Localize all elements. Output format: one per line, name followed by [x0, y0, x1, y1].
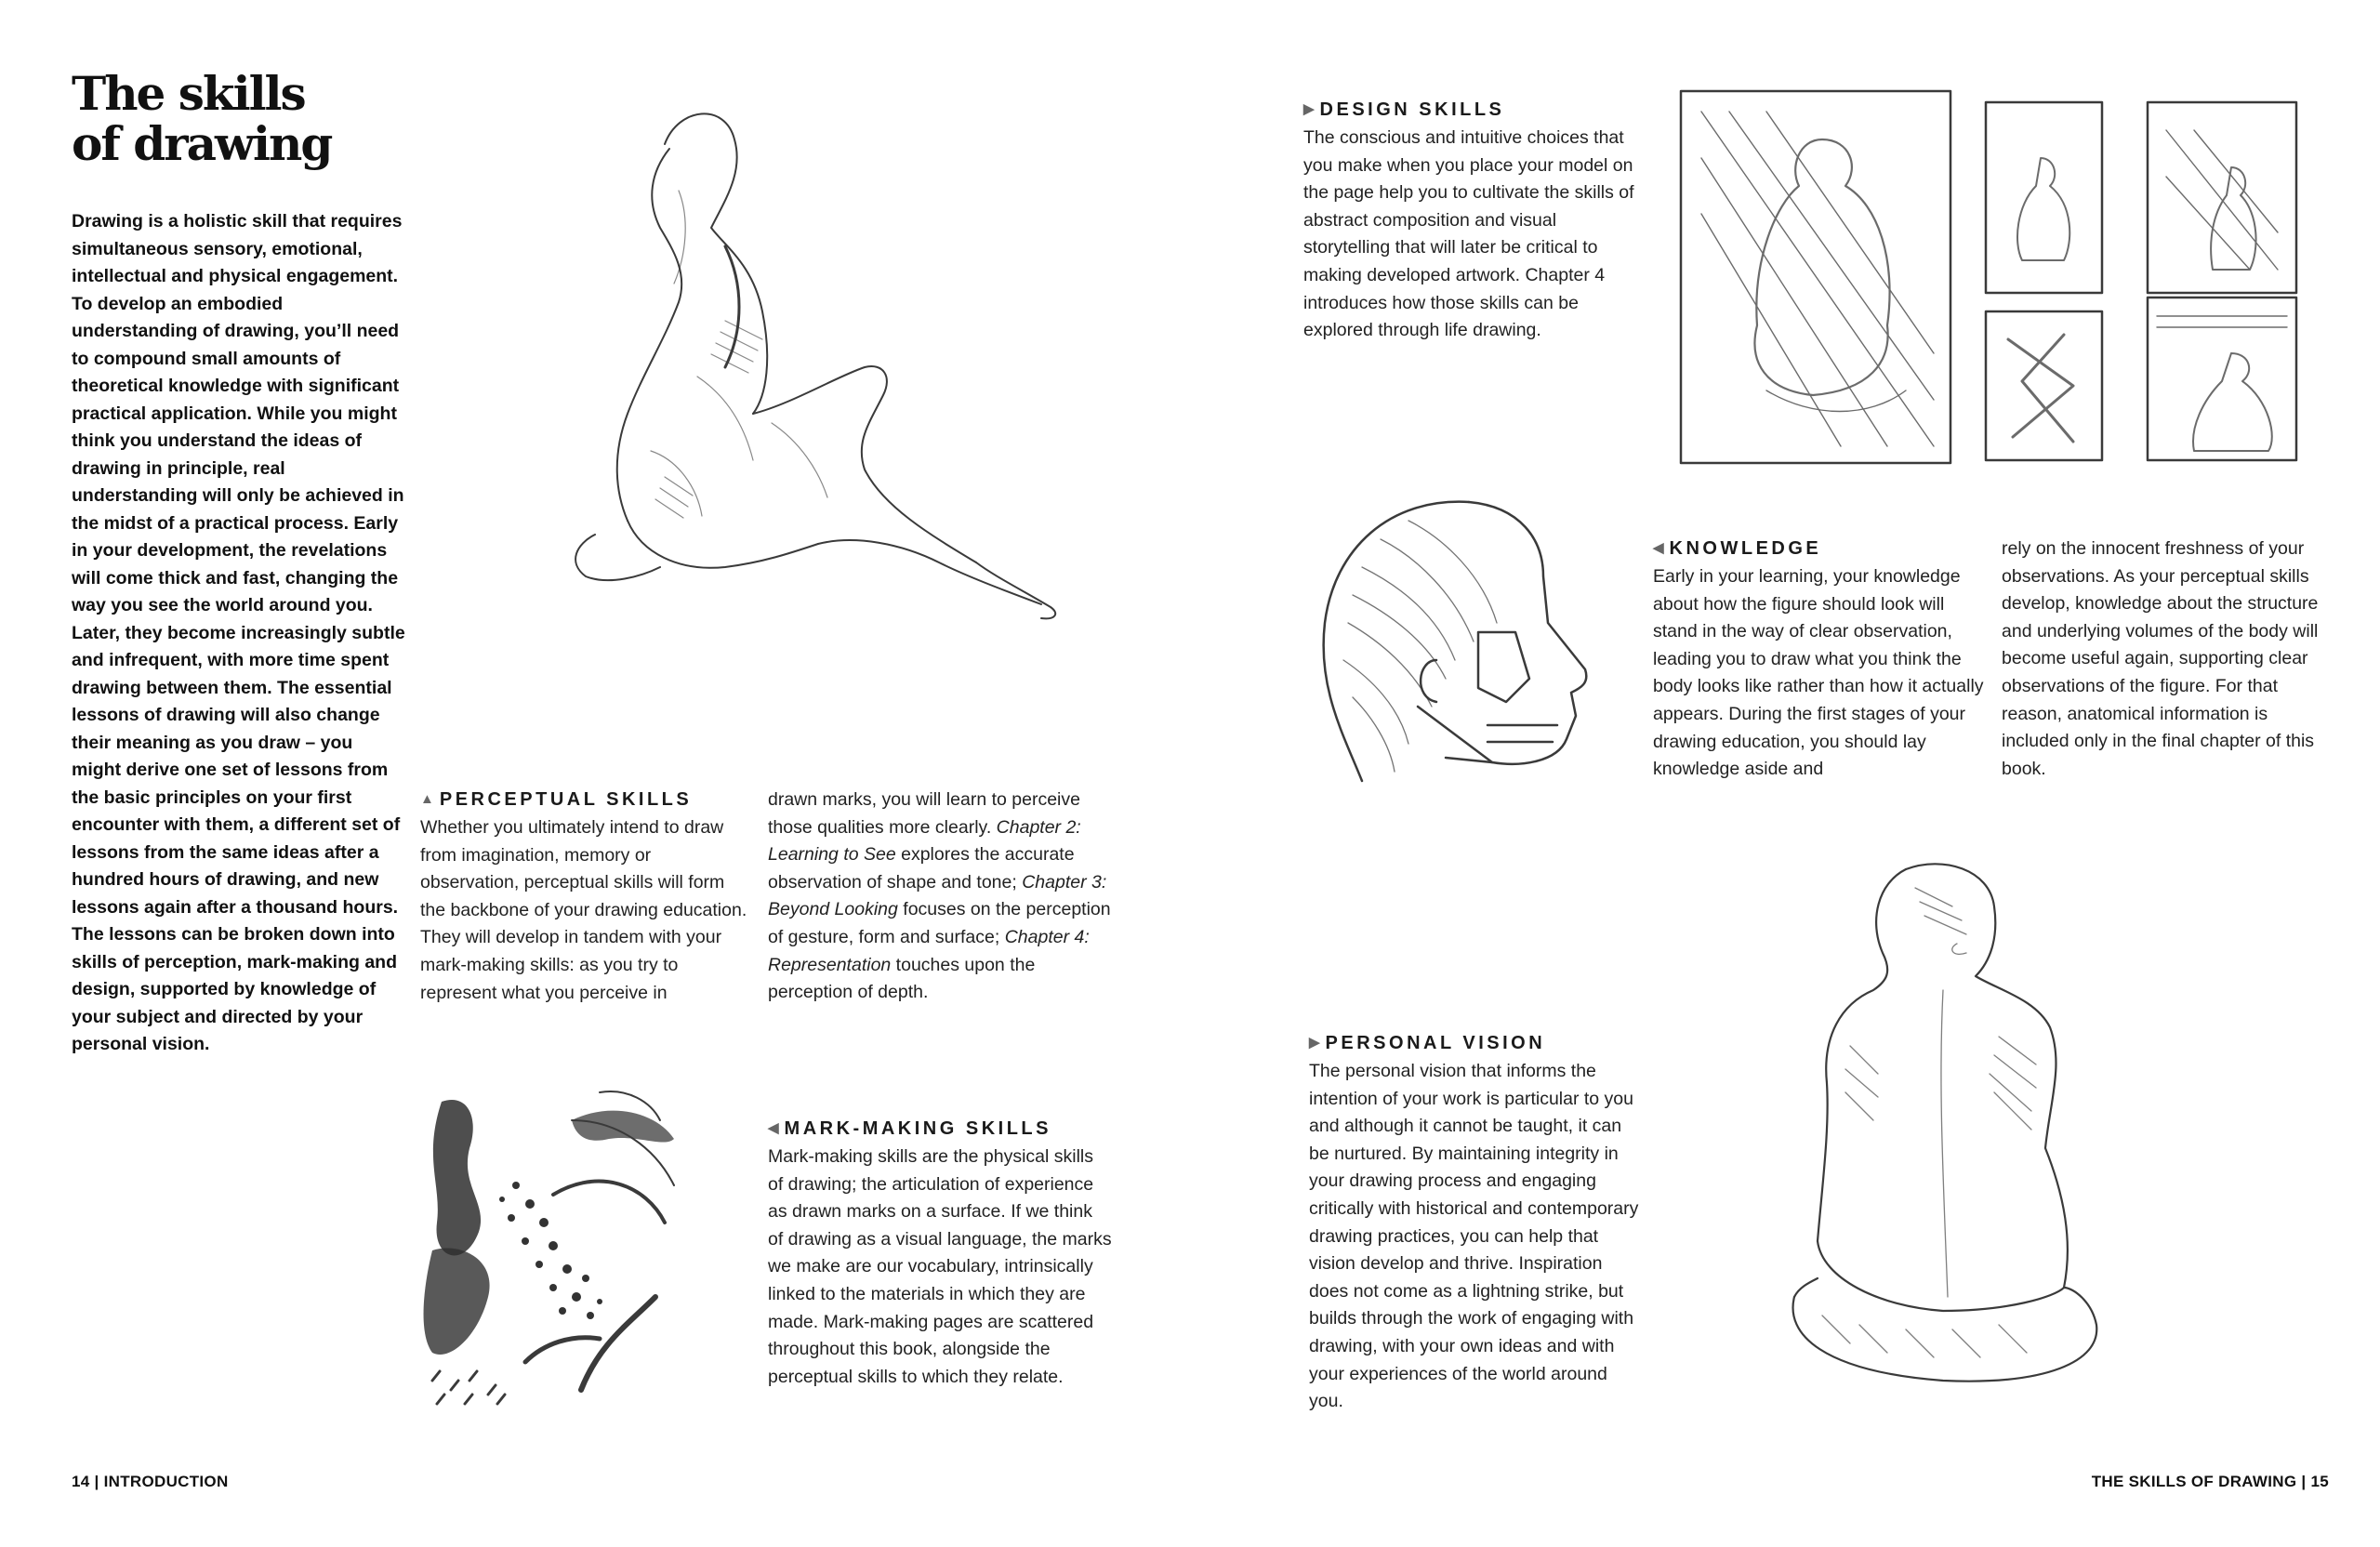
page-title — [72, 66, 425, 171]
mark-making-heading: ◀ MARK-MAKING SKILLS — [768, 1116, 1051, 1142]
left-page-footer: 14 | INTRODUCTION — [72, 1473, 229, 1490]
personal-vision-body: The personal vision that informs the intention of your work is particular to you and although it cannot be taught, it can be nurtured. By maintaining integrity in your drawing process and engaging critically with historical and contemporary drawing practices, you can help that vision develop and thrive. Inspiration does not come as a lightning strike, but builds through the work of engaging with drawing, with your own ideas and with your experiences of the world around you. — [1309, 1061, 1639, 1412]
triangle-left-icon: ◀ — [1653, 540, 1664, 556]
triangle-right-icon: ▶ — [1303, 101, 1315, 117]
perceptual-skills-col1: Whether you ultimately intend to draw from imagination, memory or observation, perceptual skills will form the backbone of your drawing education. They will develop in tandem with your mark-making skills: as you try to represent what you perceive in — [420, 817, 747, 1003]
design-skills-body: The conscious and intuitive choices that you make when you place your model on the page help you to cultivate the skills of abstract composition and visual storytelling that will later be critical to making developed artwork. Chapter 4 introduces how those skills can be explored through life drawing. — [1303, 127, 1634, 341]
triangle-left-icon: ◀ — [768, 1120, 779, 1136]
knowledge-col2: rely on the innocent freshness of your observations. As your perceptual skills develop, knowledge about the structure and underlying volumes of the body will become useful again, supporting clear observations of the figure. For that reason, anatomical information is included only in the final chapter of this book. — [2002, 538, 2319, 779]
design-skills-heading: ▶ DESIGN SKILLS — [1303, 97, 1504, 123]
perceptual-skills-heading: ▲ PERCEPTUAL SKILLS — [420, 787, 692, 813]
personal-vision-heading: ▶ PERSONAL VISION — [1309, 1030, 1545, 1056]
knowledge-heading: ◀ KNOWLEDGE — [1653, 536, 1821, 562]
title-line-1: The skills — [72, 66, 305, 121]
intro-paragraph: Drawing is a holistic skill that requires simultaneous sensory, emotional, intellectual and physical engagement. To develop an embodied understanding of drawing, you’ll need to compound small amounts of theoretical knowledge with significant practical application. While you might think you understand the ideas of drawing in principle, real understanding will only be achieved in the midst of a practical process. Early in your development, the revelations will come thick and fast, changing the way you see the world around you. Later, they become increasingly subtle and infrequent, with more time spent drawing between them. The essential lessons of drawing will also change their meaning as you draw – you might derive one set of lessons from the basic principles on your first encounter with them, a different set of lessons from the same ideas after a hundred hours of drawing, and new lessons again after a thousand hours. The lessons can be broken down into skills of perception, mark-making and design, supported by knowledge of your subject and directed by your personal vision. — [72, 211, 405, 1054]
composition-thumbnails — [1673, 84, 2324, 474]
figure-back-sketch — [1766, 851, 2120, 1427]
right-page-footer: THE SKILLS OF DRAWING | 15 — [2091, 1473, 2329, 1490]
anatomical-head-sketch — [1306, 483, 1613, 800]
seated-figure-sketch — [446, 98, 1078, 730]
perceptual-skills-col2: drawn marks, you will learn to perceive those qualities more clearly. Chapter 2: Learning to See explores the accurate observation of shape and tone; Chapter 3: Beyond Looking focuses on the perception of gesture, form and surface; Chapter 4: Representation touches upon the perception of depth. — [768, 789, 1111, 1003]
title-line-2: of drawing — [72, 116, 332, 171]
knowledge-col1: Early in your learning, your knowledge about how the figure should look will stand in the way of clear observation, leading you to draw what you think the body looks like rather than how it actually appears. During the first stages of your drawing education, you should lay knowledge aside and — [1653, 566, 1984, 780]
mark-making-body: Mark-making skills are the physical skills of drawing; the articulation of experience as drawn marks on a surface. If we think of drawing as a visual language, the marks we make are our vocabulary, intrinsically linked to the materials in which they are made. Mark-making pages are scattered throughout this book, alongside the perceptual skills to which they relate. — [768, 1146, 1112, 1387]
triangle-right-icon: ▶ — [1309, 1035, 1320, 1051]
triangle-up-icon: ▲ — [420, 791, 434, 807]
mark-making-swatch — [414, 1083, 711, 1418]
